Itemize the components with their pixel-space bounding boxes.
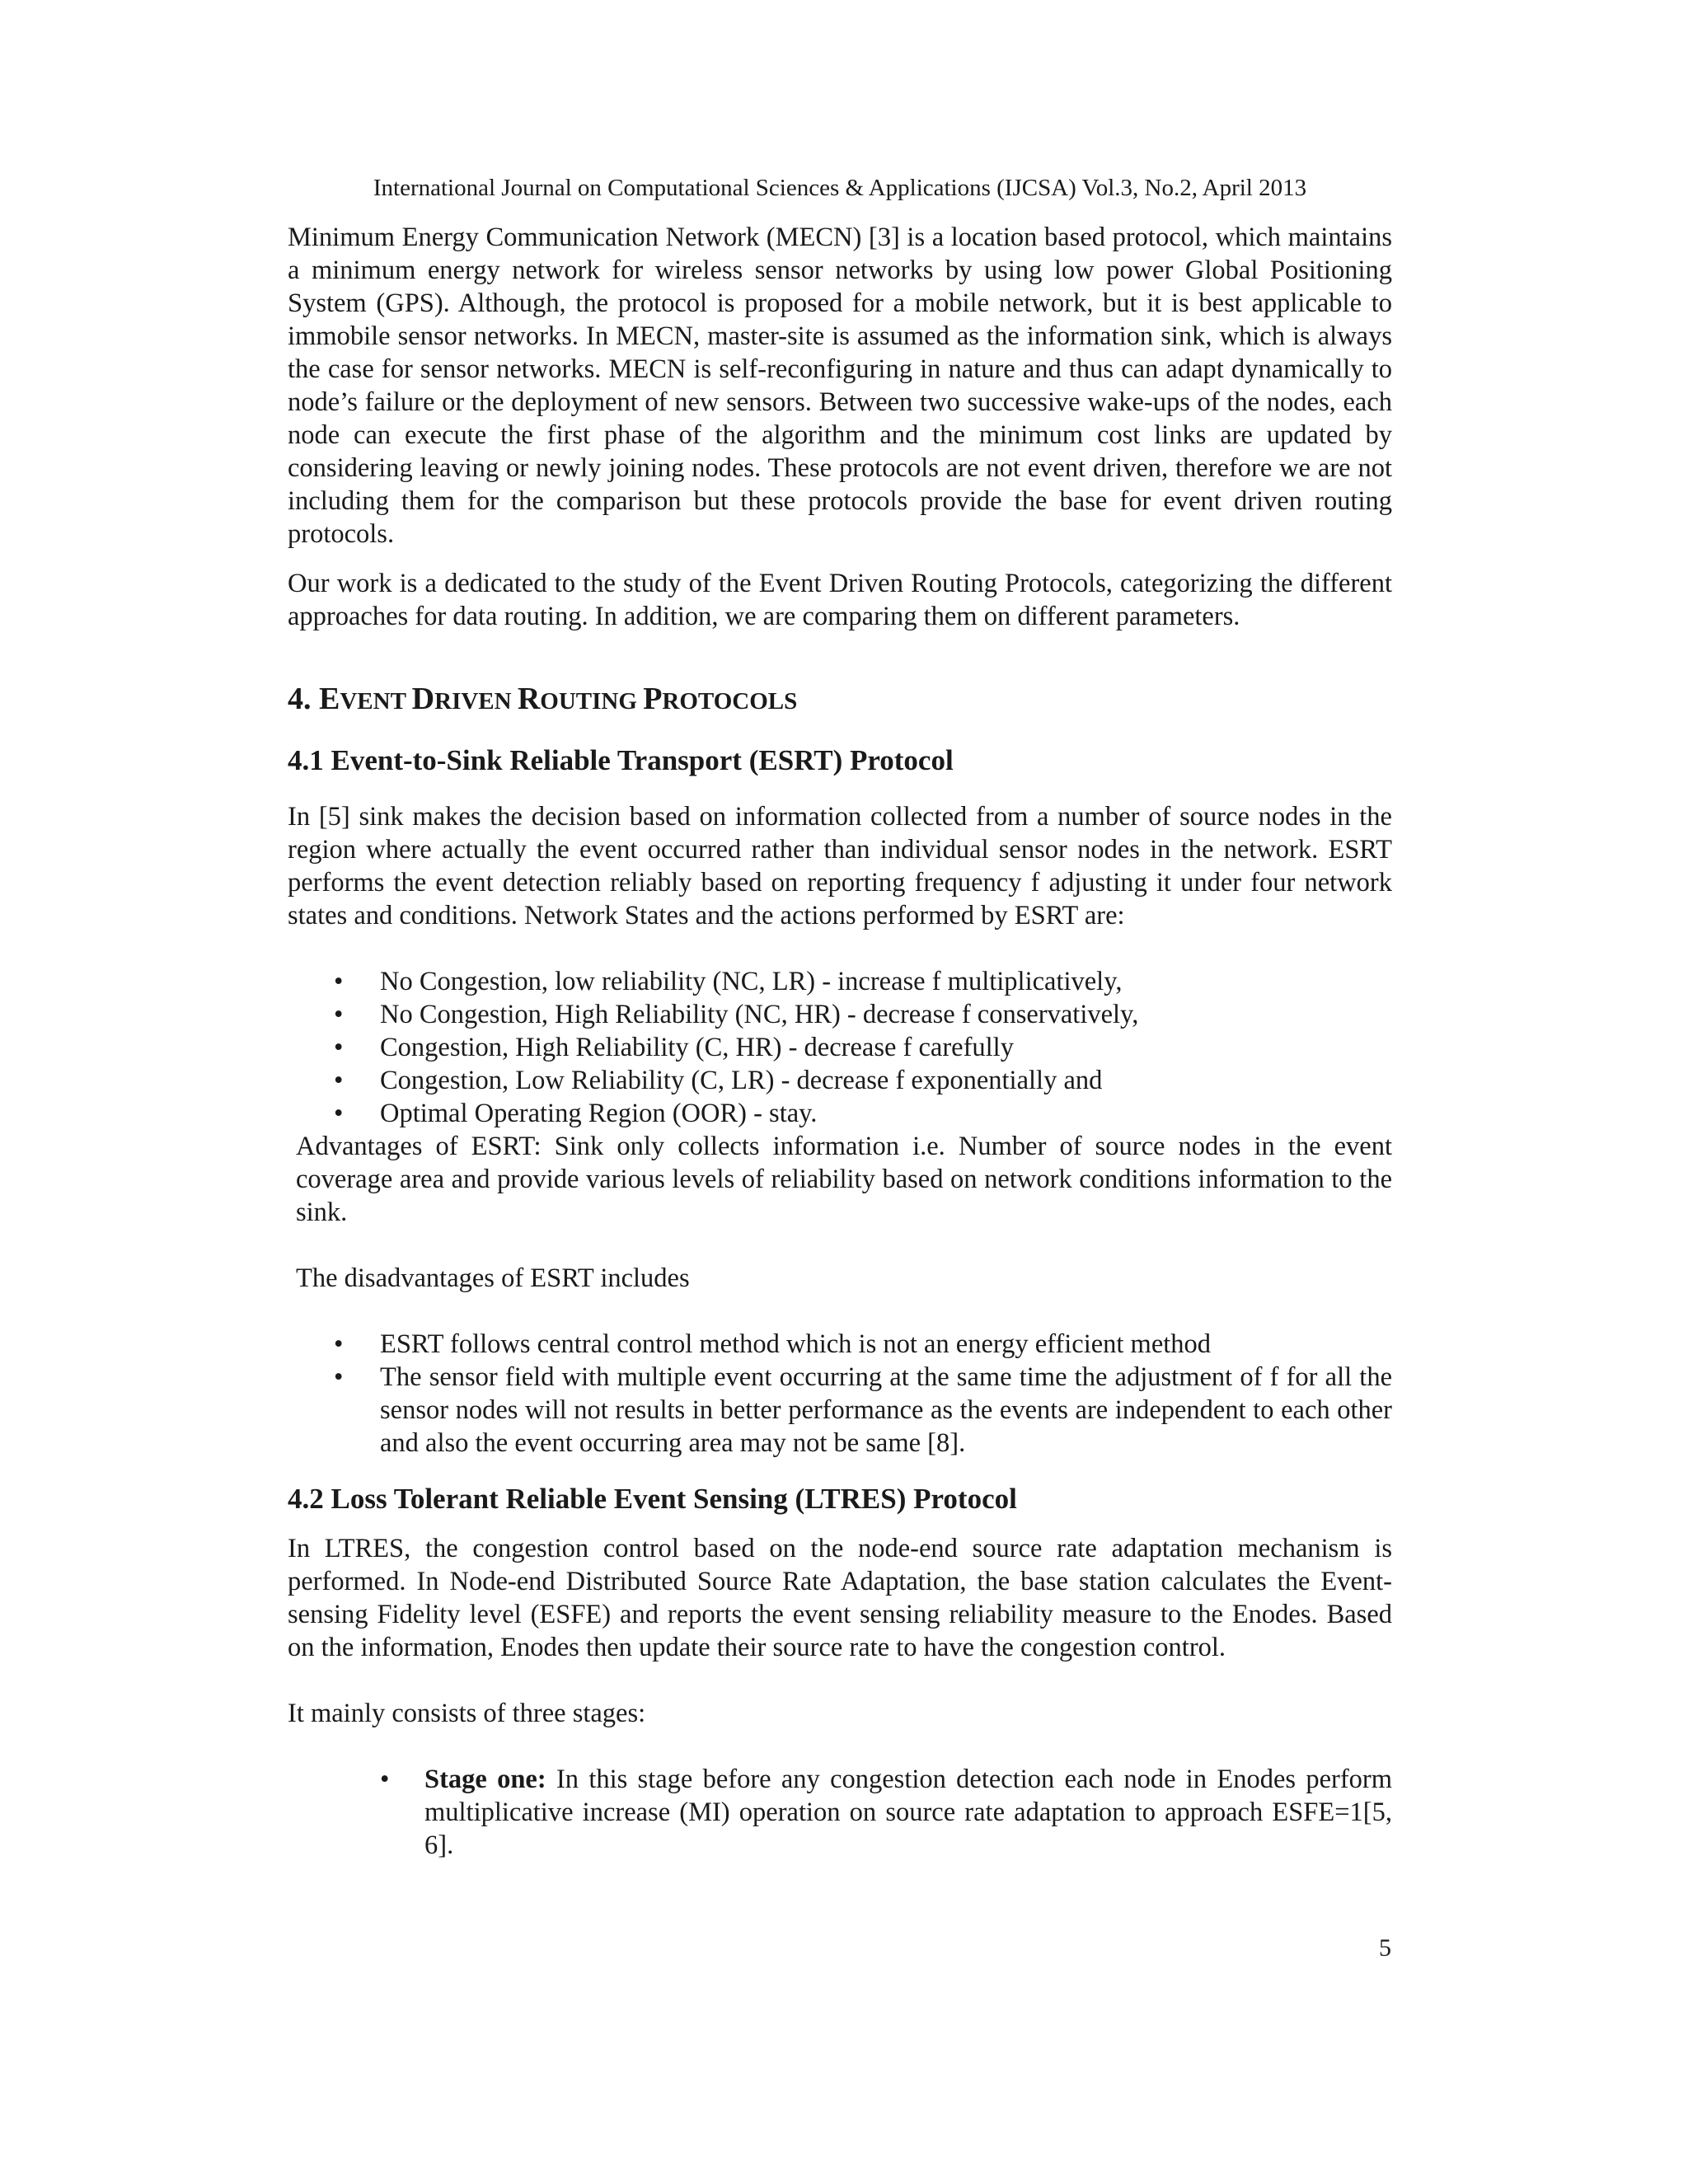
esrt-states-list bbox=[288, 965, 1392, 1130]
list-item: • The sensor field with multiple event occurring at the same time the adjustment of f for all the sensor nodes will not results in better performance as the events are independent to each other and also the event occurring area may not be same [8]. bbox=[334, 1362, 1392, 1458]
paragraph-stages-intro: It mainly consists of three stages: bbox=[288, 1699, 646, 1728]
stage-one-label: Stage one: bbox=[424, 1765, 546, 1794]
bullet-icon: • bbox=[334, 1329, 344, 1359]
bullet-icon: • bbox=[334, 967, 344, 996]
paragraph-esrt-advantages: Advantages of ESRT: Sink only collects information i.e. Number of source nodes in the event coverage area and provide various levels of reliability based on network conditions information to the sink. bbox=[296, 1132, 1392, 1227]
section-4-heading: 4. EVENT DRIVEN ROUTING PROTOCOLS bbox=[288, 682, 798, 716]
section-4-2-heading: 4.2 Loss Tolerant Reliable Event Sensing (LTRES) Protocol bbox=[288, 1483, 1017, 1515]
list-item bbox=[288, 1763, 1392, 1862]
stage-one-text: In this stage before any congestion detection each node in Enodes perform multiplicative increase (MI) operation on source rate adaptation to approach ESFE=1[5, 6]. bbox=[424, 1765, 1392, 1860]
list-item: • ESRT follows central control method which is not an energy efficient method bbox=[334, 1329, 1212, 1359]
paragraph-ltres-intro: In LTRES, the congestion control based on the node-end source rate adaptation mechanism is performed. In Node-end Distributed Source Rate Adaptation, the base station calculates the Event-sensing Fidelity level (ESFE) and reports the event sensing reliability measure to the Enodes. Based on the information, Enodes then update their source rate to have the congestion control. bbox=[288, 1534, 1392, 1662]
list-item: • No Congestion, low reliability (NC, LR) - increase f multiplicatively, bbox=[334, 967, 1123, 996]
ltres-stages-list bbox=[288, 1763, 1392, 1862]
list-item: • Optimal Operating Region (OOR) - stay. bbox=[334, 1099, 818, 1128]
section-4-number: 4. bbox=[288, 682, 319, 716]
paragraph-mecn: Minimum Energy Communication Network (MECN) [3] is a location based protocol, which maintains a minimum energy network for wireless sensor networks by using low power Global Positioning System (GPS). Although, the protocol is proposed for a mobile network, but it is best applicable to immobile sensor networks. In MECN, master-site is assumed as the information sink, which is always the case for sensor networks. MECN is self-reconfiguring in nature and thus can adapt dynamically to node’s failure or the deployment of new sensors. Between two successive wake-ups of the nodes, each node can execute the first phase of the algorithm and the minimum cost links are updated by considering leaving or newly joining nodes. These protocols are not event driven, therefore we are not including them for the comparison but these protocols provide the base for event driven routing protocols. bbox=[288, 223, 1392, 549]
section-4-1-heading: 4.1 Event-to-Sink Reliable Transport (ESRT) Protocol bbox=[288, 744, 954, 776]
paragraph-esrt-disadvantages-intro: The disadvantages of ESRT includes bbox=[296, 1263, 690, 1293]
page-content bbox=[288, 221, 1392, 1862]
paragraph-esrt-intro: In [5] sink makes the decision based on information collected from a number of source nodes in the region where actually the event occurred rather than individual sensor nodes in the network. ESRT performs the event detection reliably based on reporting frequency f adjusting it under four network states and conditions. Network States and the actions performed by ESRT are: bbox=[288, 802, 1392, 930]
list-item: • Congestion, Low Reliability (C, LR) - decrease f exponentially and bbox=[334, 1066, 1103, 1095]
bullet-icon: • bbox=[334, 1362, 344, 1392]
page-number: 5 bbox=[1379, 1934, 1391, 1961]
bullet-icon: • bbox=[334, 1033, 344, 1062]
running-header: International Journal on Computational Sciences & Applications (IJCSA) Vol.3, No.2, April 2013 bbox=[373, 175, 1307, 201]
list-item: • Congestion, High Reliability (C, HR) - decrease f carefully bbox=[334, 1033, 1014, 1062]
bullet-icon: • bbox=[334, 1000, 344, 1029]
esrt-disadvantages-list bbox=[288, 1328, 1392, 1460]
paragraph-our-work: Our work is a dedicated to the study of the Event Driven Routing Protocols, categorizing the different approaches for data routing. In addition, we are comparing them on different parameters. bbox=[288, 569, 1392, 631]
list-item: • No Congestion, High Reliability (NC, HR) - decrease f conservatively, bbox=[334, 1000, 1139, 1029]
bullet-icon: • bbox=[380, 1765, 390, 1794]
bullet-icon: • bbox=[334, 1066, 344, 1095]
bullet-icon: • bbox=[334, 1099, 344, 1128]
